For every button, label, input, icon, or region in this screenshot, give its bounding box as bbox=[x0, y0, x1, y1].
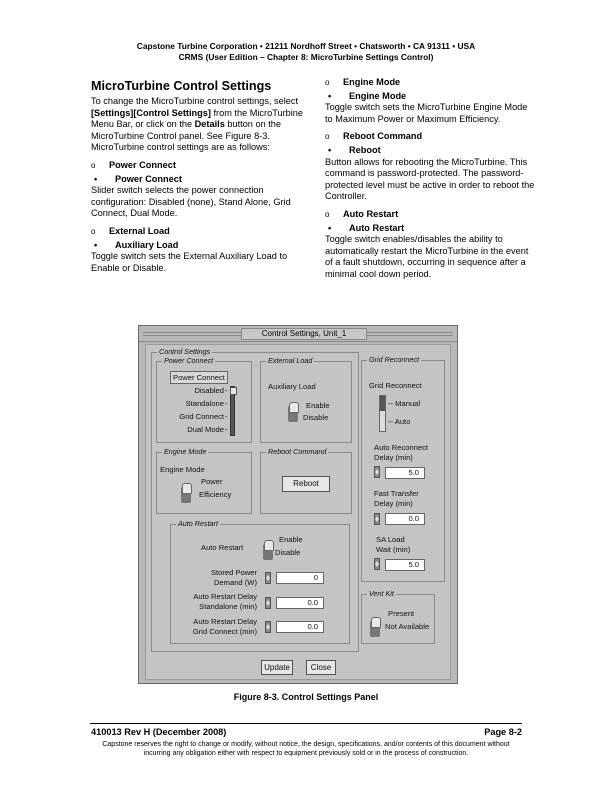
sublist-item-engine-mode bbox=[325, 91, 535, 103]
header-line-1: Capstone Turbine Corporation • 21211 Nordhoff Street • Chatsworth • CA 91311 • USA bbox=[136, 41, 476, 51]
gc-delay-label-2: Grid Connect (min) bbox=[192, 627, 257, 636]
left-column bbox=[91, 79, 306, 274]
stored-power-field[interactable]: 0 bbox=[276, 572, 324, 584]
subitem-title: Reboot bbox=[349, 144, 381, 155]
grid-manual-label: -- Manual bbox=[388, 399, 421, 408]
reboot-command-group-label: Reboot Command bbox=[268, 447, 327, 456]
auto-reconnect-delay-spinner[interactable] bbox=[374, 466, 380, 478]
item-title: Power Connect bbox=[109, 159, 176, 170]
intro-text-a: To change the MicroTurbine control settings, select bbox=[91, 96, 298, 106]
auto-restart-description: Toggle switch enables/disables the ability to automatically restart the MicroTurbine in the event of a fault shutdown, occurring in sequence after a minimal cool down period. bbox=[325, 234, 529, 279]
gc-delay-field[interactable]: 0.0 bbox=[276, 621, 324, 633]
engine-power-label: Power bbox=[201, 477, 223, 486]
auxiliary-disable-label: Disable bbox=[303, 413, 329, 422]
external-load-description: Toggle switch sets the External Auxiliary Load to Enable or Disable. bbox=[91, 251, 288, 273]
circle-marker: o bbox=[91, 160, 96, 170]
sa-delay-label-1: Auto Restart Delay bbox=[193, 592, 257, 601]
fast-transfer-delay-spinner[interactable] bbox=[374, 513, 380, 525]
auxiliary-enable-label: Enable bbox=[306, 401, 330, 410]
intro-text-c: from the MicroTurbine Menu Bar, or click on the bbox=[91, 107, 304, 130]
power-connect-slider[interactable] bbox=[230, 386, 235, 436]
bullet-marker: • bbox=[328, 90, 332, 101]
auto-restart-group-label: Auto Restart bbox=[178, 519, 218, 528]
circle-marker: o bbox=[91, 226, 96, 236]
auto-restart-label: Auto Restart bbox=[201, 543, 244, 552]
external-load-group bbox=[260, 356, 352, 443]
page-number: Page 8-2 bbox=[484, 727, 522, 737]
external-load-group-label: External Load bbox=[268, 356, 313, 365]
auto-restart-toggle[interactable] bbox=[263, 544, 273, 560]
auxiliary-load-label: Auxiliary Load bbox=[268, 382, 316, 391]
sublist-item-reboot bbox=[325, 145, 535, 157]
grid-reconnect-group-label: Grid Reconnect bbox=[369, 355, 419, 364]
intro-menu-path: [Settings][Control Settings] bbox=[91, 107, 211, 118]
fast-transfer-delay-label-1: Fast Transfer bbox=[374, 489, 419, 498]
auto-reconnect-delay-label-2: Delay (min) bbox=[374, 453, 413, 462]
engine-mode-description: Toggle switch sets the MicroTurbine Engine Mode to Maximum Power or Maximum Efficiency. bbox=[325, 102, 528, 124]
window-title: Control Settings, Unit_1 bbox=[241, 328, 367, 340]
option-dual-mode[interactable]: Dual Mode bbox=[187, 425, 224, 434]
reboot-button[interactable]: Reboot bbox=[282, 476, 330, 492]
stored-power-spinner[interactable] bbox=[265, 572, 271, 584]
update-button[interactable]: Update bbox=[261, 660, 293, 675]
grid-auto-label: -- Auto bbox=[388, 417, 411, 426]
power-connect-label: Power Connect bbox=[170, 371, 228, 384]
auto-restart-enable-label: Enable bbox=[279, 535, 303, 544]
window-body bbox=[145, 344, 451, 680]
header-line-2: CRMS (User Edition – Chapter 8: MicroTurbine Settings Control) bbox=[178, 52, 434, 62]
right-column bbox=[325, 77, 535, 281]
reboot-description: Button allows for rebooting the MicroTurbine. This command is password-protected. The password-protected level must be active in order to reboot the Controller. bbox=[325, 156, 535, 202]
engine-efficiency-label: Efficiency bbox=[199, 490, 232, 499]
vent-kit-group-label: Vent Kit bbox=[369, 589, 394, 598]
intro-details: Details bbox=[194, 119, 225, 130]
sa-delay-label-2: Standalone (min) bbox=[199, 602, 257, 611]
circle-marker: o bbox=[325, 209, 330, 219]
stored-power-label-2: Demand (W) bbox=[213, 578, 257, 587]
item-title: Auto Restart bbox=[343, 208, 399, 219]
item-title: External Load bbox=[109, 225, 170, 236]
circle-marker: o bbox=[325, 132, 330, 142]
fast-transfer-delay-label-2: Delay (min) bbox=[374, 499, 413, 508]
gc-delay-label-1: Auto Restart Delay bbox=[193, 617, 257, 626]
auto-reconnect-delay-field[interactable]: 5.0 bbox=[385, 467, 425, 479]
circle-marker: o bbox=[325, 78, 330, 87]
page-header bbox=[0, 41, 612, 63]
intro-paragraph-2: MicroTurbine control settings are as follows: bbox=[91, 142, 270, 153]
stored-power-label-1: Stored Power bbox=[210, 568, 257, 577]
grid-reconnect-group bbox=[361, 355, 445, 582]
option-disabled[interactable]: Disabled bbox=[194, 386, 224, 395]
sublist-item-auxiliary-load bbox=[91, 240, 306, 252]
power-connect-description: Slider switch selects the power connection configuration: Disabled (none), Stand Alone, Grid Connect, Dual Mode. bbox=[91, 185, 291, 219]
auto-reconnect-delay-label-1: Auto Reconnect bbox=[374, 443, 429, 452]
sa-load-wait-label-1: SA Load bbox=[376, 535, 405, 544]
vent-kit-group bbox=[361, 589, 435, 644]
list-item-auto-restart bbox=[325, 209, 535, 221]
item-title: Engine Mode bbox=[343, 77, 401, 87]
subitem-title: Auxiliary Load bbox=[115, 239, 179, 250]
subitem-title: Auto Restart bbox=[349, 222, 405, 233]
item-title: Reboot Command bbox=[343, 131, 423, 142]
section-heading: MicroTurbine Control Settings bbox=[91, 79, 272, 93]
sa-delay-field[interactable]: 0.0 bbox=[276, 597, 324, 609]
tick-standalone: - bbox=[225, 399, 228, 408]
list-item-external-load bbox=[91, 226, 306, 238]
control-settings-window bbox=[138, 325, 458, 684]
grid-reconnect-switch[interactable] bbox=[379, 395, 386, 432]
tick-grid-connect: - bbox=[225, 412, 228, 421]
sa-load-wait-field[interactable]: 5.0 bbox=[385, 559, 425, 571]
list-item-reboot-command bbox=[325, 131, 535, 143]
vent-kit-toggle[interactable] bbox=[370, 621, 380, 637]
document-revision: 410013 Rev H (December 2008) bbox=[91, 727, 227, 737]
sa-load-wait-spinner[interactable] bbox=[374, 558, 380, 570]
control-settings-group bbox=[151, 347, 359, 652]
bullet-marker: • bbox=[328, 144, 332, 155]
sa-delay-spinner[interactable] bbox=[265, 597, 271, 609]
intro-paragraph bbox=[91, 96, 306, 142]
option-grid-connect[interactable]: Grid Connect bbox=[179, 412, 224, 421]
sa-load-wait-label-2: Wait (min) bbox=[376, 545, 411, 554]
figure-caption: Figure 8-3. Control Settings Panel bbox=[233, 692, 379, 702]
window-titlebar[interactable] bbox=[139, 326, 457, 342]
bullet-marker: • bbox=[328, 222, 332, 233]
engine-mode-toggle[interactable] bbox=[181, 487, 191, 503]
close-button[interactable]: Close bbox=[306, 660, 336, 675]
power-connect-group bbox=[156, 356, 252, 443]
option-standalone[interactable]: Standalone bbox=[185, 399, 224, 408]
tick-disabled: - bbox=[225, 386, 228, 395]
auto-restart-disable-label: Disable bbox=[275, 548, 301, 557]
list-item-engine-mode bbox=[325, 77, 535, 89]
footer-line bbox=[91, 727, 522, 737]
engine-mode-label: Engine Mode bbox=[160, 465, 205, 474]
grid-reconnect-label: Grid Reconnect bbox=[369, 381, 422, 390]
control-settings-label: Control Settings bbox=[159, 347, 211, 356]
bullet-marker: • bbox=[94, 173, 98, 184]
auxiliary-load-toggle[interactable] bbox=[288, 406, 298, 422]
engine-mode-group-label: Engine Mode bbox=[164, 447, 207, 456]
fast-transfer-delay-field[interactable]: 0.0 bbox=[385, 513, 425, 525]
vent-kit-present-label: Present bbox=[388, 609, 415, 618]
tick-dual-mode: - bbox=[225, 425, 228, 434]
auto-restart-group bbox=[170, 519, 350, 644]
subitem-title: Power Connect bbox=[115, 173, 182, 184]
footer-rule bbox=[90, 723, 522, 724]
gc-delay-spinner[interactable] bbox=[265, 621, 271, 633]
bullet-marker: • bbox=[94, 239, 98, 250]
sublist-item-auto-restart bbox=[325, 223, 535, 235]
list-item-power-connect bbox=[91, 160, 306, 172]
intro-text-e: button on the MicroTurbine Control panel. See Figure 8-3. bbox=[91, 119, 282, 141]
subitem-title: Engine Mode bbox=[349, 90, 407, 101]
engine-mode-group bbox=[156, 447, 252, 514]
footer-disclaimer: Capstone reserves the right to change or modify, without notice, the design, specifications, and/or contents of this document without incurring any obligation either with respect to equipment previously sold or in the process of construction. bbox=[102, 741, 510, 757]
vent-kit-not-available-label: Not Available bbox=[385, 622, 430, 631]
power-connect-group-label: Power Connect bbox=[164, 356, 214, 365]
sublist-item-power-connect bbox=[91, 174, 306, 186]
reboot-command-group bbox=[260, 447, 352, 514]
